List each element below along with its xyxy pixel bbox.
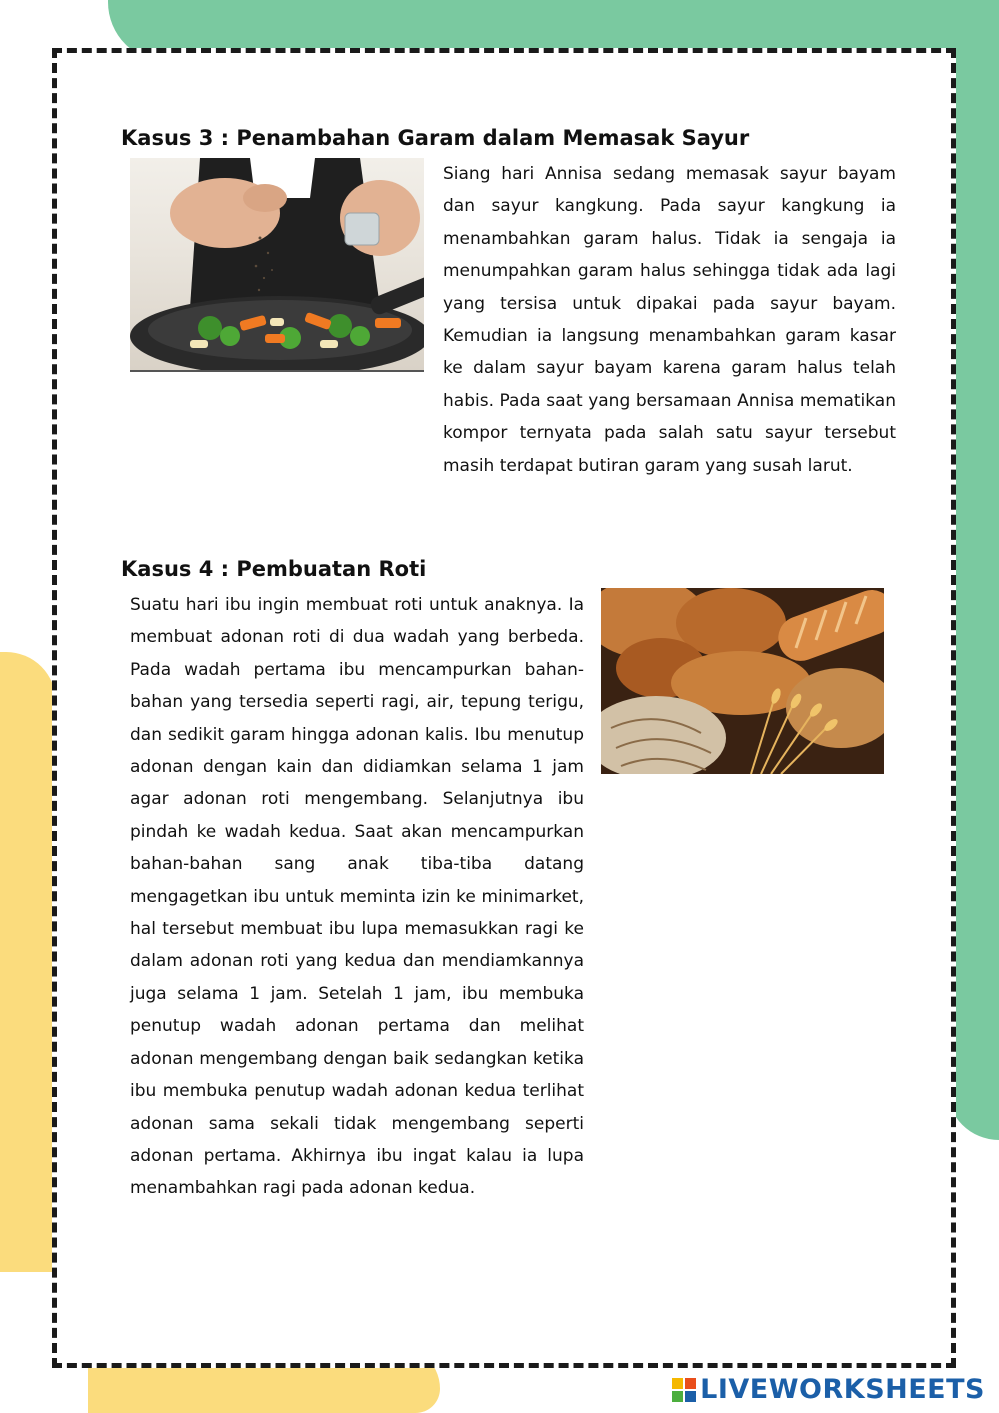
bread-illustration [601, 588, 884, 774]
case3-paragraph: Siang hari Annisa sedang memasak sayur bayam dan sayur kangkung. Pada sayur kangkung ia menambahkan garam halus. Tidak ia sengaja ia menumpahkan garam halus sehingga tidak ada lagi yang tersisa untuk dipakai pada sayur bayam. Kemudian ia langsung menambahkan garam kasar ke dalam sayur bayam karena garam halus telah habis. Pada saat yang bersamaan Annisa mematikan kompor ternyata pada salah satu sayur tersebut masih terdapat butiran garam yang susah larut. [443, 164, 896, 476]
case3-heading: Kasus 3 : Penambahan Garam dalam Memasak Sayur [121, 126, 750, 150]
bread-photo [601, 588, 884, 774]
brand-name: LIVEWORKSHEETS [700, 1374, 985, 1405]
cooking-salt-photo [130, 158, 424, 372]
case4-heading: Kasus 4 : Pembuatan Roti [121, 557, 427, 581]
liveworksheets-brand [672, 1374, 985, 1405]
cooking-salt-illustration [130, 158, 424, 370]
liveworksheets-logo-icon [672, 1378, 696, 1402]
case4-paragraph: Suatu hari ibu ingin membuat roti untuk anaknya. Ia membuat adonan roti di dua wadah yang berbeda. Pada wadah pertama ibu mencampurkan bahan-bahan yang tersedia seperti ragi, air, tepung terigu, dan sedikit garam hingga adonan kalis. Ibu menutup adonan dengan kain dan didiamkan selama 1 jam agar adonan roti mengembang. Selanjutnya ibu pindah ke wadah kedua. Saat akan mencampurkan bahan-bahan sang anak tiba-tiba datang mengagetkan ibu untuk meminta izin ke minimarket, hal tersebut membuat ibu lupa memasukkan ragi ke dalam adonan roti yang kedua dan mendiamkannya juga selama 1 jam. Setelah 1 jam, ibu membuka penutup wadah adonan pertama dan melihat adonan mengembang dengan baik sedangkan ketika ibu membuka penutup wadah adonan kedua terlihat adonan sama sekali tidak mengembang seperti adonan pertama. Akhirnya ibu ingat kalau ia lupa menambahkan ragi pada adonan kedua. [130, 595, 584, 1199]
decor-yellow-left [0, 652, 56, 1272]
